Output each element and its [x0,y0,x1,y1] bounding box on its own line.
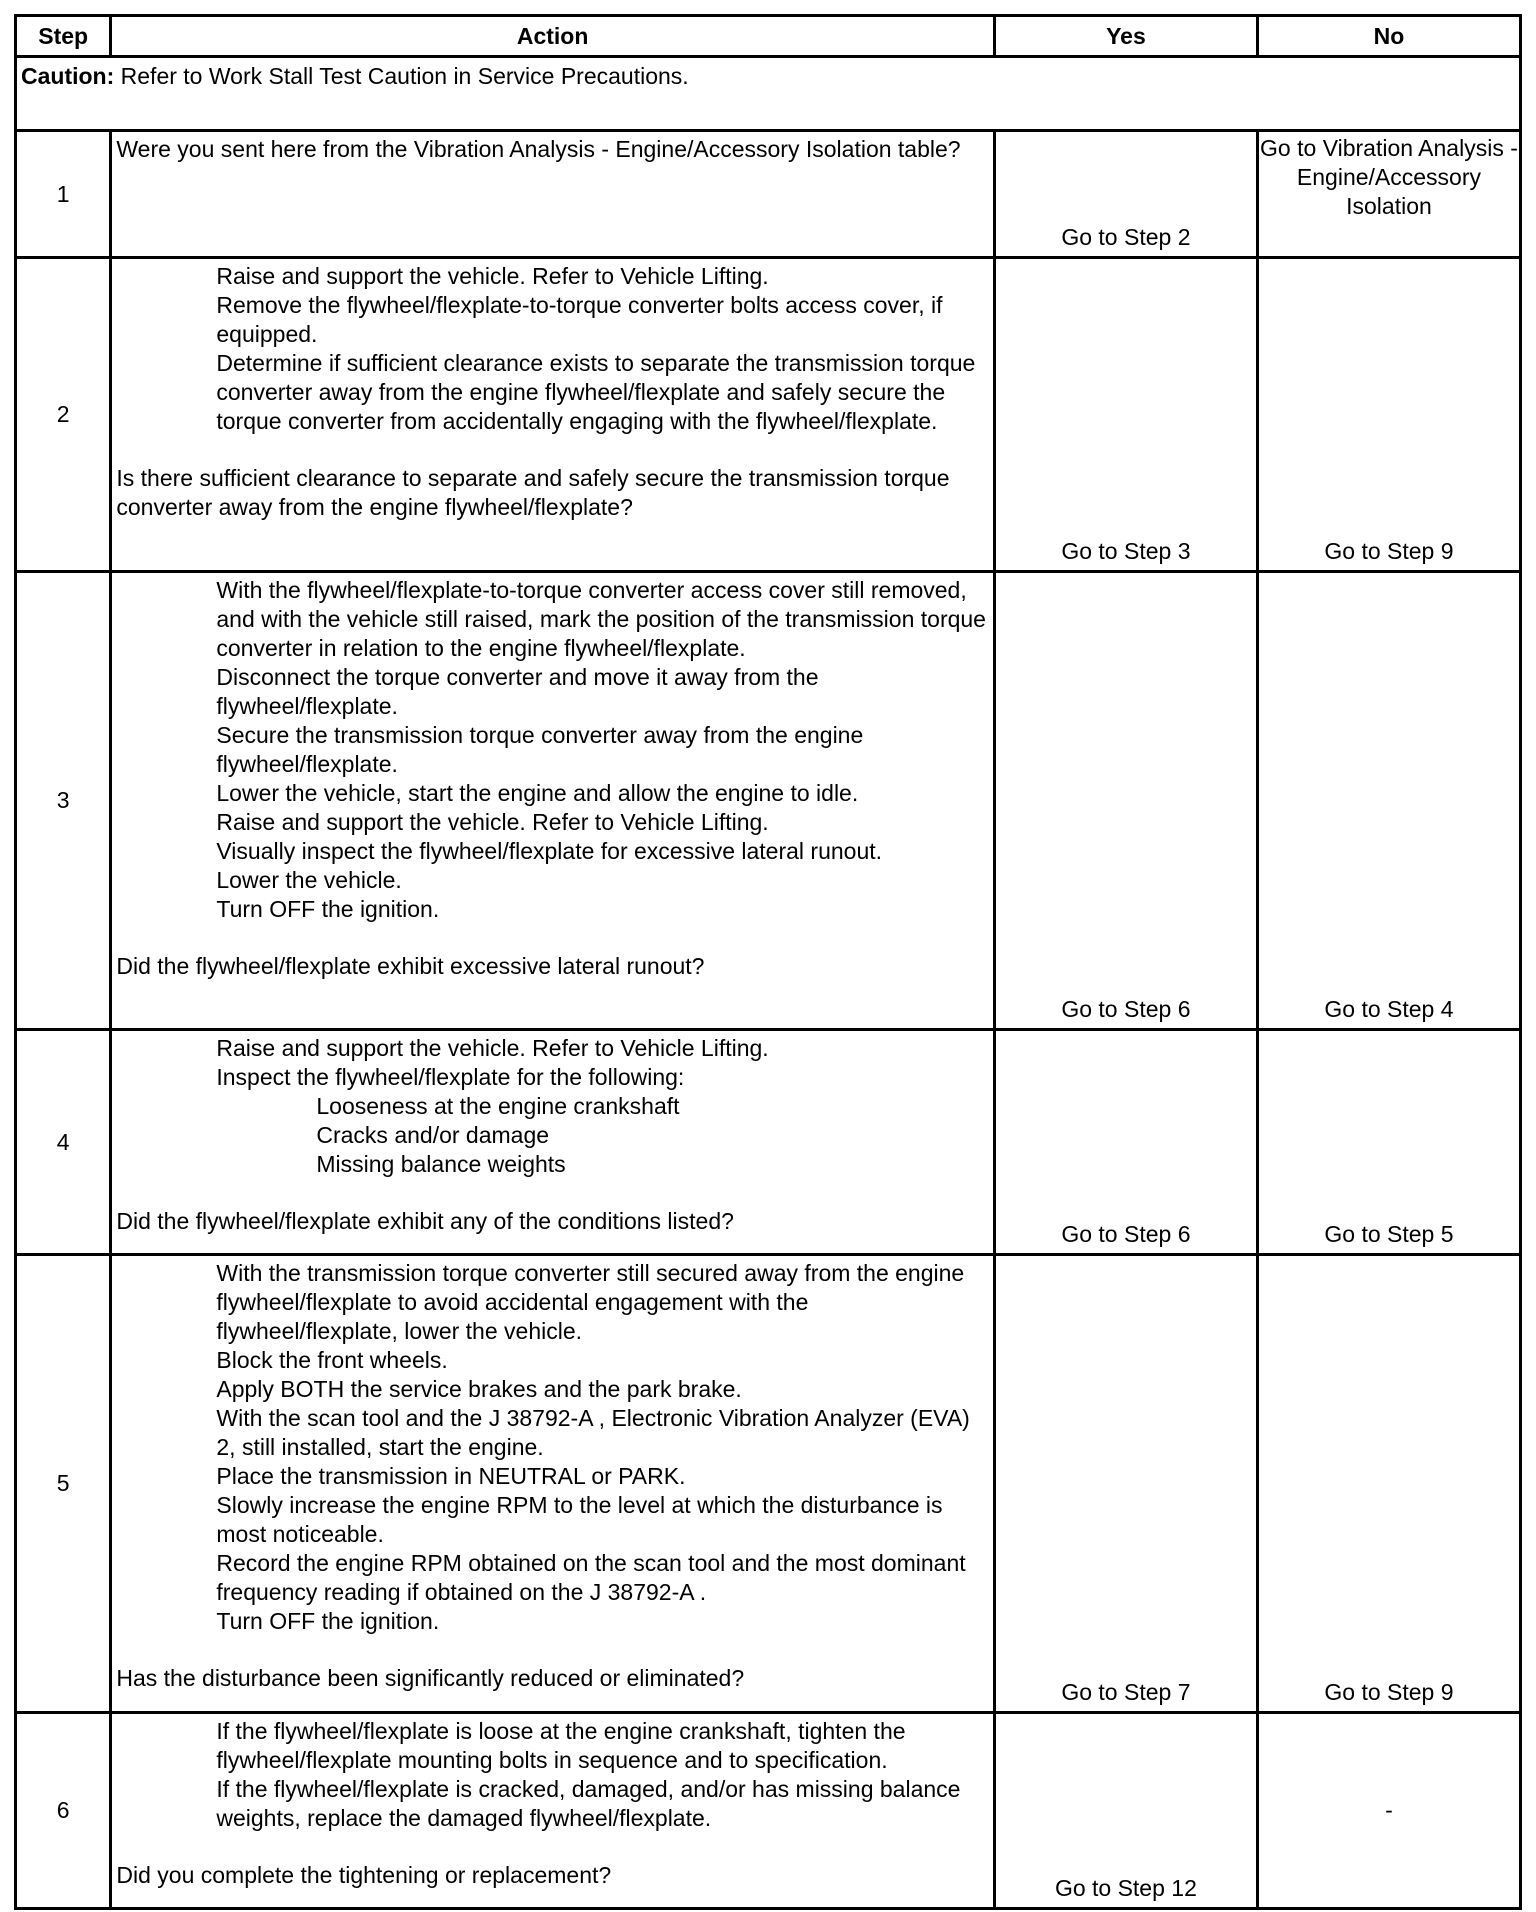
question-text: Has the disturbance been significantly reduced or eliminated? [116,1665,745,1691]
step-number: 5 [16,1255,111,1713]
yes-outcome: Go to Step 3 [994,258,1257,572]
no-outcome: Go to Vibration Analysis - Engine/Accessory Isolation [1257,131,1520,258]
action-cell [111,258,995,572]
diagnostic-table [14,14,1522,1910]
instruction-line: Record the engine RPM obtained on the scan tool and the most dominant frequency reading if obtained on the J 38792-A . [216,1550,966,1605]
step-number: 6 [16,1713,111,1909]
header-yes: Yes [994,16,1257,57]
instruction-line: Secure the transmission torque converter away from the engine flywheel/flexplate. [216,722,864,777]
step-number: 3 [16,572,111,1030]
yes-outcome: Go to Step 2 [994,131,1257,258]
instruction-line: Inspect the flywheel/flexplate for the following: [216,1064,685,1090]
instruction-line: With the scan tool and the J 38792-A , Electronic Vibration Analyzer (EVA) 2, still installed, start the engine. [216,1405,970,1460]
instruction-line: Raise and support the vehicle. Refer to Vehicle Lifting. [216,809,769,835]
instruction-line: With the transmission torque converter still secured away from the engine flywheel/flexplate to avoid accidental engagement with the flywheel/flexplate, lower the vehicle. [216,1260,965,1344]
instruction-line: Raise and support the vehicle. Refer to Vehicle Lifting. [216,1035,769,1061]
instruction-line: Block the front wheels. [216,1347,448,1373]
instruction-line: Raise and support the vehicle. Refer to Vehicle Lifting. [216,263,769,289]
instruction-list [116,1034,989,1179]
table-row [16,258,1521,572]
question-text: Is there sufficient clearance to separate and safely secure the transmission torque converter away from the engine flywheel/flexplate? [116,465,950,520]
header-step: Step [16,16,111,57]
question-text: Did the flywheel/flexplate exhibit excessive lateral runout? [116,953,705,979]
no-outcome: Go to Step 9 [1257,258,1520,572]
question-text: Did you complete the tightening or replacement? [116,1862,612,1888]
action-cell [111,1255,995,1713]
instruction-line: If the flywheel/flexplate is cracked, damaged, and/or has missing balance weights, replace the damaged flywheel/flexplate. [216,1776,961,1831]
instruction-list [116,1259,989,1636]
table-row [16,131,1521,258]
instruction-line: Visually inspect the flywheel/flexplate for excessive lateral runout. [216,838,883,864]
condition-item: Cracks and/or damage [316,1122,550,1148]
question-text: Were you sent here from the Vibration Analysis - Engine/Accessory Isolation table? [116,136,961,162]
header-row [16,16,1521,57]
yes-outcome: Go to Step 6 [994,1030,1257,1255]
yes-outcome: Go to Step 7 [994,1255,1257,1713]
instruction-line: Turn OFF the ignition. [216,1608,440,1634]
instruction-line: Lower the vehicle, start the engine and allow the engine to idle. [216,780,859,806]
instruction-line: Slowly increase the engine RPM to the level at which the disturbance is most noticeable. [216,1492,943,1547]
caution-cell [16,57,1521,131]
instruction-line: If the flywheel/flexplate is loose at the engine crankshaft, tighten the flywheel/flexplate mounting bolts in sequence and to specification. [216,1718,906,1773]
caution-text: Refer to Work Stall Test Caution in Service Precautions. [114,63,689,89]
no-outcome: Go to Step 9 [1257,1255,1520,1713]
no-outcome: Go to Step 5 [1257,1030,1520,1255]
no-outcome: - [1257,1713,1520,1909]
instruction-list [116,1717,989,1833]
instruction-line: Lower the vehicle. [216,867,402,893]
header-action: Action [111,16,995,57]
instruction-list [116,262,989,436]
instruction-line: Turn OFF the ignition. [216,896,440,922]
action-cell [111,131,995,258]
no-outcome: Go to Step 4 [1257,572,1520,1030]
table-row [16,572,1521,1030]
caution-label: Caution: [21,63,115,89]
action-cell [111,1713,995,1909]
diagnostic-table-page [14,14,1522,1910]
table-row [16,1713,1521,1909]
instruction-line: Place the transmission in NEUTRAL or PARK. [216,1463,686,1489]
header-no: No [1257,16,1520,57]
step-number: 4 [16,1030,111,1255]
instruction-line: Remove the flywheel/flexplate-to-torque converter bolts access cover, if equipped. [216,292,943,347]
caution-row [16,57,1521,131]
instruction-line: Apply BOTH the service brakes and the park brake. [216,1376,742,1402]
condition-list [216,1092,989,1179]
action-cell [111,572,995,1030]
condition-item: Missing balance weights [316,1151,566,1177]
step-number: 1 [16,131,111,258]
condition-item: Looseness at the engine crankshaft [316,1093,680,1119]
instruction-line: Disconnect the torque converter and move it away from the flywheel/flexplate. [216,664,819,719]
action-cell [111,1030,995,1255]
instruction-list [116,576,989,924]
table-row [16,1030,1521,1255]
step-number: 2 [16,258,111,572]
instruction-line: With the flywheel/flexplate-to-torque converter access cover still removed, and with the vehicle still raised, mark the position of the transmission torque converter in relation to the engine flywheel/flexplate. [216,577,986,661]
instruction-line: Determine if sufficient clearance exists to separate the transmission torque converter away from the engine flywheel/flexplate and safely secure the torque converter from accidentally engaging with the flywheel/flexplate. [216,350,976,434]
yes-outcome: Go to Step 6 [994,572,1257,1030]
table-row [16,1255,1521,1713]
question-text: Did the flywheel/flexplate exhibit any of the conditions listed? [116,1208,734,1234]
yes-outcome: Go to Step 12 [994,1713,1257,1909]
